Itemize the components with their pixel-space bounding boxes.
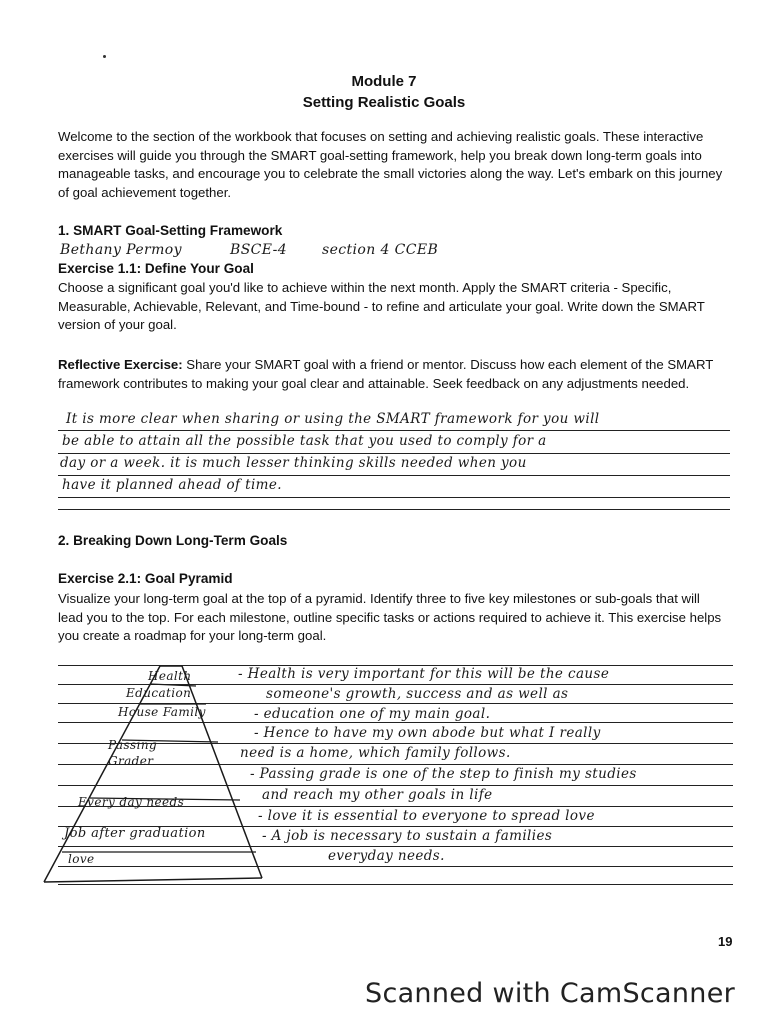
handwritten-answer-line: It is more clear when sharing or using the SMART framework for you will (66, 411, 600, 427)
student-course: BSCE-4 (230, 242, 288, 258)
intro-paragraph: Welcome to the section of the workbook that focuses on setting and achieving realistic goals. These interactive exercises will guide you through the SMART goal-setting framework, help you break down long-term goals into manageable tasks, and encourage you to celebrate the small victories along the way. Let's embark on this journey of goal achievement together. (58, 129, 723, 200)
handwritten-answer-line: day or a week. it is much lesser thinking skills needed when you (60, 455, 527, 471)
pyramid-note: need is a home, which family follows. (240, 745, 511, 761)
reflective-label: Reflective Exercise: (58, 357, 183, 372)
pyramid-note: - A job is necessary to sustain a families (262, 828, 553, 844)
student-section: section 4 CCEB (322, 242, 439, 258)
student-name: Bethany Permoy (60, 242, 182, 258)
pyramid-note: - love it is essential to everyone to spread love (258, 808, 595, 824)
pyramid-label-health: Health (148, 669, 192, 683)
pyramid-note: - Hence to have my own abode but what I really (254, 725, 601, 741)
pyramid-label-job: Job after graduation (64, 826, 206, 841)
pyramid-label-love: love (68, 852, 95, 866)
exercise-2-1-heading: Exercise 2.1: Goal Pyramid (58, 571, 233, 586)
camscanner-watermark: Scanned with CamScanner (365, 978, 736, 1009)
section1-heading: 1. SMART Goal-Setting Framework (58, 223, 283, 238)
handwritten-answer-line: be able to attain all the possible task that you used to comply for a (62, 433, 547, 449)
section2-heading: 2. Breaking Down Long-Term Goals (58, 533, 288, 548)
module-subtitle: Setting Realistic Goals (302, 94, 466, 111)
exercise-2-1-text: Visualize your long-term goal at the top of a pyramid. Identify three to five key milestones or sub-goals that will lead you to the top. For each milestone, outline specific tasks or actions required to achieve it. This exercise helps you create a roadmap for your long-term goal. (58, 591, 722, 644)
page-number: 19 (718, 934, 733, 949)
pyramid-note: someone's growth, success and as well as (266, 686, 569, 702)
pyramid-note: - education one of my main goal. (254, 706, 491, 722)
pyramid-note: - Passing grade is one of the step to finish my studies (250, 766, 637, 782)
pyramid-note: everyday needs. (328, 848, 445, 864)
exercise-1-1-heading: Exercise 1.1: Define Your Goal (58, 261, 254, 276)
pyramid-note: - Health is very important for this will be the cause (238, 666, 610, 682)
module-title: Module 7 (351, 73, 417, 90)
pyramid-label-house-family: House Family (118, 705, 206, 719)
exercise-1-1-text: Choose a significant goal you'd like to achieve within the next month. Apply the SMART criteria - Specific, Measurable, Achievable, Relevant, and Time-bound - to refine and articulate your goal. Write down the SMART version of your goal. (58, 280, 705, 333)
pyramid-note: and reach my other goals in life (262, 787, 493, 803)
pyramid-label-education: Education (126, 686, 192, 700)
pyramid-label-passing-grader: Passing Grader (108, 738, 158, 768)
pyramid-label-everyday-needs: Every day needs (78, 795, 185, 809)
reflective-body: Share your SMART goal with a friend or mentor. Discuss how each element of the SMART framework contributes to making your goal clear and attainable. Seek feedback on any adjustments needed. (58, 357, 714, 391)
handwritten-answer-line: have it planned ahead of time. (62, 477, 282, 493)
